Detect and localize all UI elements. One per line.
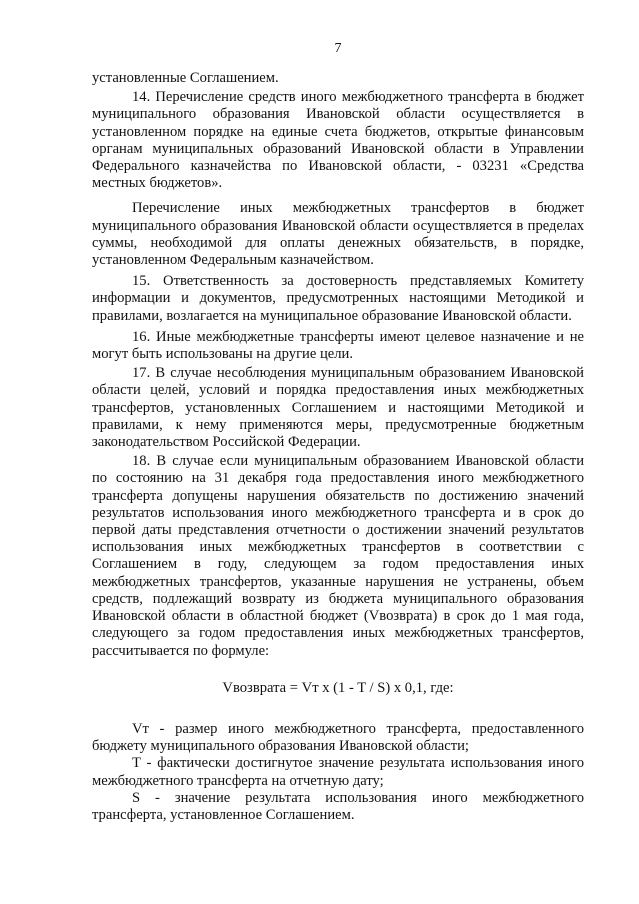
paragraph-17: 17. В случае несоблюдения муниципальным образованием Ивановской области целей, условий и порядка предоставления иных межбюджетных трансфертов, установленных Соглашением и настоящими Методикой и правилами, к нему применяются меры, предусмотренные бюджетным законодательством Российской Федерации. — [92, 365, 584, 451]
return-formula: Vвозврата = Vт x (1 - T / S) x 0,1, где: — [222, 679, 454, 696]
paragraph-18: 18. В случае если муниципальным образованием Ивановской области по состоянию на 31 декабря года предоставления иного межбюджетного трансферта допущены нарушения обязательств по достижению значений результатов использования иного межбюджетного трансферта и в срок до первой даты представления отчетности о достижении значений результатов использования иных межбюджетных трансфертов в соответствии с Соглашением в году, следующем за годом предоставления иных межбюджетных трансфертов, указанные нарушения не устранены, объем средств, подлежащий возврату из бюджета муниципального образования Ивановской области в областной бюджет (Vвозврата) в срок до 1 мая года, следующего за годом предоставления иных межбюджетных трансфертов, рассчитывается по формуле: — [92, 453, 584, 659]
paragraph-14: 14. Перечисление средств иного межбюджетного трансферта в бюджет муниципального образования Ивановской области осуществляется в установленном порядке на единые счета бюджетов, открытые финансовым органам муниципальных образований Ивановской области в Управлении Федерального казначейства по Ивановской области, - 03231 «Средства местных бюджетов». — [92, 89, 584, 192]
paragraph-16: 16. Иные межбюджетные трансферты имеют целевое назначение и не могут быть использованы на другие цели. — [92, 328, 584, 363]
page-number: 7 — [334, 41, 342, 56]
paragraph-15: 15. Ответственность за достоверность представляемых Комитету информации и документов, предусмотренных настоящими Методикой и правилами, возлагается на муниципальное образование Ивановской области. — [92, 273, 584, 324]
definition-vt: Vт - размер иного межбюджетного трансферта, предоставленного бюджету муниципального образования Ивановской области; — [92, 720, 584, 755]
paragraph-continuation: установленные Соглашением. — [92, 70, 279, 86]
document-body — [92, 70, 584, 824]
paragraph-14-transfer: Перечисление иных межбюджетных трансфертов в бюджет муниципального образования Ивановской области осуществляется в пределах суммы, необходимой для оплаты денежных обязательств, в порядке, установленном Федеральным казначейством. — [92, 200, 584, 269]
definition-t: T - фактически достигнутое значение результата использования иного межбюджетного трансферта на отчетную дату; — [92, 755, 584, 789]
definition-s: S - значение результата использования иного межбюджетного трансферта, установленное Соглашением. — [92, 789, 584, 823]
